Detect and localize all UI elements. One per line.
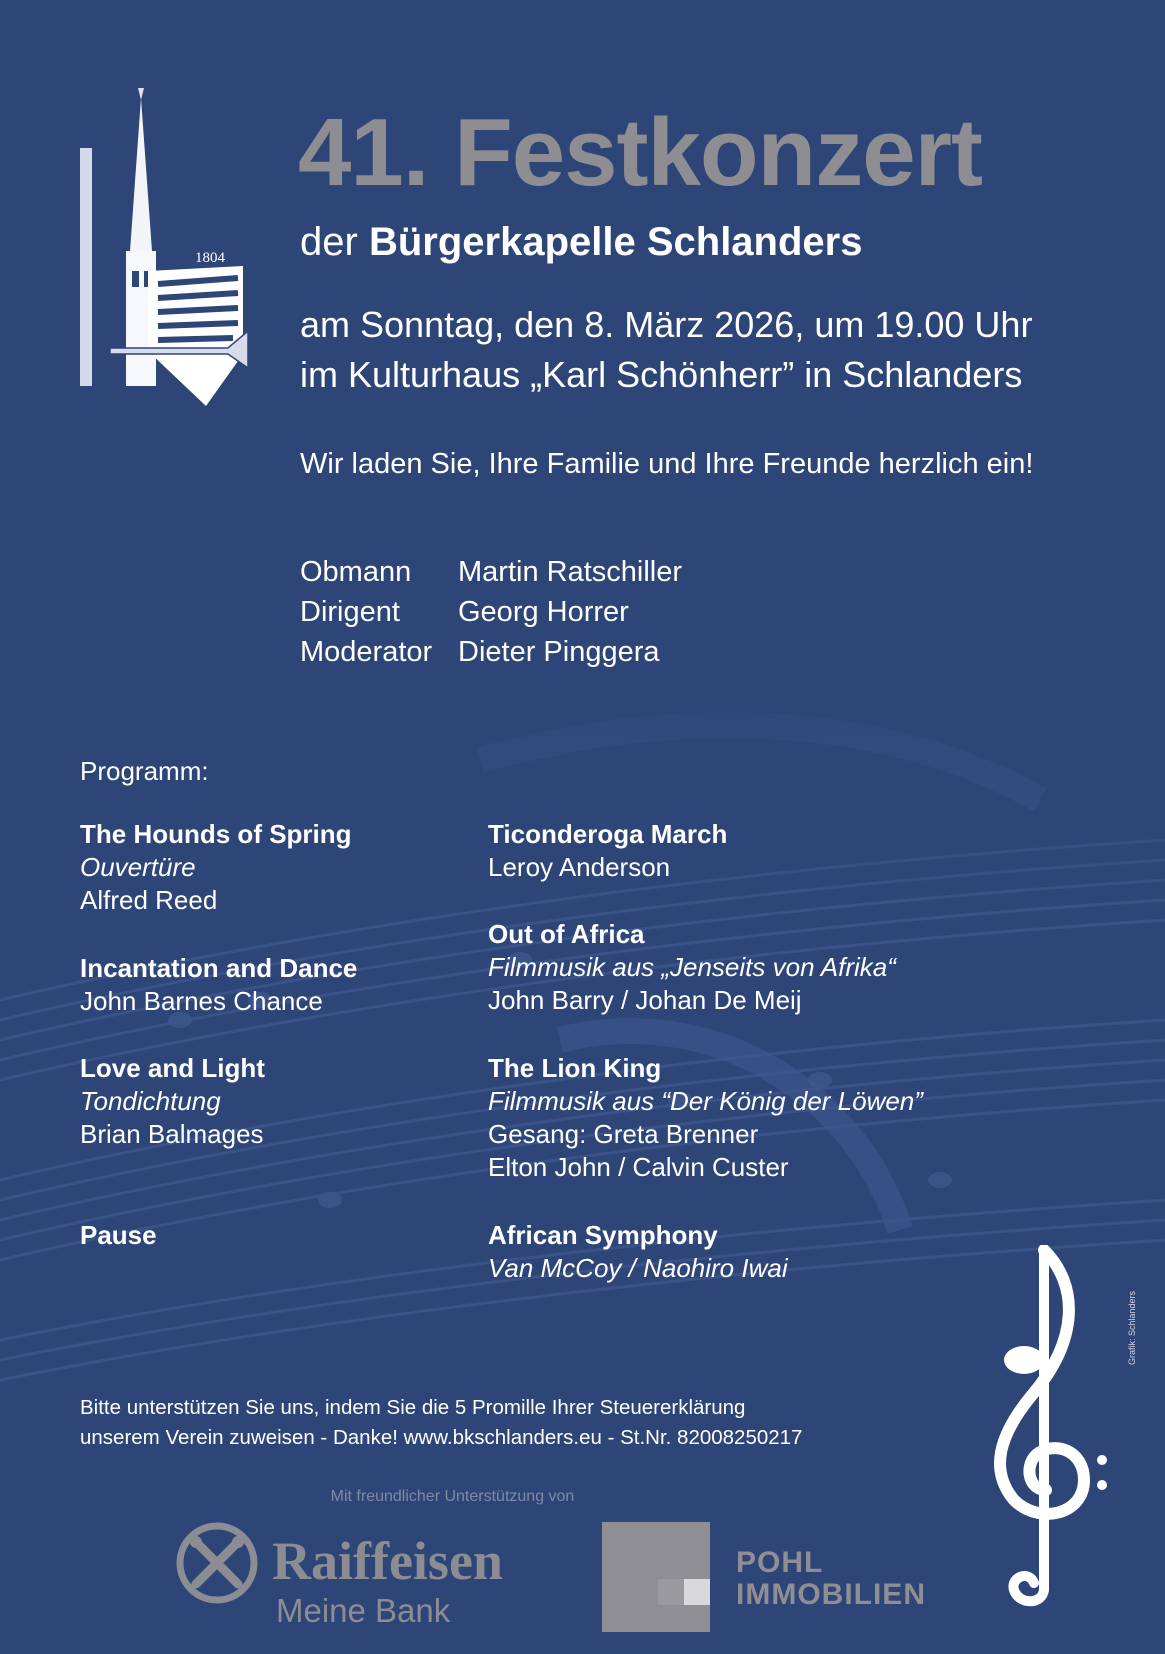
pohl-line: IMMOBILIEN (736, 1578, 926, 1611)
piece-title: Incantation and Dance (80, 953, 358, 983)
support-line: Bitte unterstützen Sie uns, indem Sie die 5 Promille Ihrer Steuererklärung (80, 1396, 746, 1419)
program-heading: Programm: (80, 756, 209, 786)
staff-row (300, 632, 682, 672)
piece-composer: Van McCoy / Naohiro Iwai (488, 1253, 788, 1283)
piece-note: Filmmusik aus „Jenseits von Afrika“ (488, 952, 896, 982)
piece-title: African Symphony (488, 1220, 718, 1250)
piece-title: The Lion King (488, 1053, 662, 1083)
subtitle (300, 222, 862, 262)
pohl-line: POHL (736, 1546, 824, 1579)
piece-note: Ouvertüre (80, 852, 196, 882)
raiffeisen-tagline: Meine Bank (276, 1592, 451, 1629)
piece-vocal: Gesang: Greta Brenner (488, 1119, 759, 1149)
graphic-credit: Grafik: Schlanders (1127, 1290, 1137, 1365)
piece-note: Filmmusik aus “Der König der Löwen” (488, 1086, 923, 1116)
piece-composer: Alfred Reed (80, 885, 218, 915)
raiffeisen-name: Raiffeisen (272, 1531, 503, 1591)
piece-title: The Hounds of Spring (80, 819, 352, 849)
piece-composer: Elton John / Calvin Custer (488, 1152, 789, 1182)
piece-title: Love and Light (80, 1053, 265, 1083)
venue-line: im Kulturhaus „Karl Schönherr” in Schlanders (300, 354, 1023, 395)
support-note (80, 1393, 802, 1453)
staff-name: Dieter Pinggera (458, 636, 660, 668)
sponsor-label: Mit freundlicher Unterstützung von (330, 1488, 575, 1505)
piece-composer: Brian Balmages (80, 1119, 264, 1149)
staff-row (300, 592, 682, 632)
event-details (300, 300, 1032, 400)
staff-row (300, 552, 682, 592)
pohl-logo-mark-icon (602, 1522, 710, 1632)
pohl-immobilien-name (736, 1547, 926, 1611)
page-title: 41. Festkonzert (298, 99, 982, 206)
piece-note: Tondichtung (80, 1086, 221, 1116)
staff-list (300, 552, 682, 672)
program-item (488, 818, 727, 884)
church-tower-logo (78, 86, 260, 406)
treble-clef-icon (984, 1245, 1134, 1610)
piece-composer: John Barnes Chance (80, 986, 323, 1016)
program-item (80, 952, 357, 1018)
program-item (488, 918, 896, 1017)
logo-year: 1804 (195, 250, 225, 266)
raiffeisen-emblem-icon (176, 1522, 258, 1604)
piece-title: Ticonderoga March (488, 819, 728, 849)
piece-composer: Leroy Anderson (488, 852, 671, 882)
program-item (80, 818, 352, 917)
staff-name: Martin Ratschiller (458, 556, 682, 588)
piece-composer: John Barry / Johan De Meij (488, 985, 802, 1015)
band-name: Bürgerkapelle Schlanders (368, 220, 863, 264)
subtitle-prefix: der (300, 220, 358, 264)
program-item (488, 1219, 788, 1285)
program-item (80, 1052, 265, 1151)
date-line: am Sonntag, den 8. März 2026, um 19.00 Uhr (300, 304, 1033, 345)
staff-role: Moderator (300, 636, 433, 668)
staff-role: Obmann (300, 556, 412, 588)
piece-title: Pause (80, 1220, 157, 1250)
program-item (488, 1052, 923, 1184)
program-item (80, 1219, 157, 1252)
support-line: unserem Verein zuweisen - Danke! www.bkschlanders.eu - St.Nr. 82008250217 (80, 1426, 803, 1449)
invitation-text: Wir laden Sie, Ihre Familie und Ihre Freunde herzlich ein! (300, 448, 1034, 480)
staff-name: Georg Horrer (458, 596, 629, 628)
staff-role: Dirigent (300, 596, 400, 628)
piece-title: Out of Africa (488, 919, 645, 949)
